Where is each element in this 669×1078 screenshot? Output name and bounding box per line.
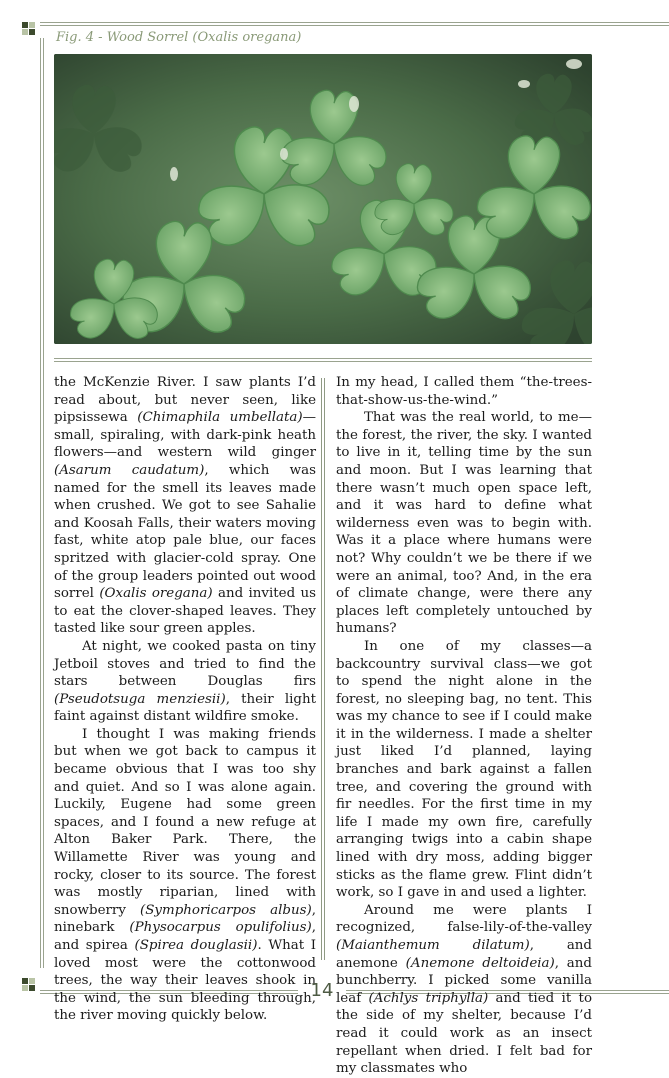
text-run: the McKenzie River. I saw plants I’d read about, but never seen, like pipsissewa [54, 375, 316, 426]
paragraph [54, 374, 316, 638]
paragraph [336, 902, 592, 1078]
text-run: , and spirea [54, 920, 316, 953]
text-run: , and bunchberry. I picked some vanilla leaf [336, 955, 592, 1006]
text-run: —small, spiraling, with dark-pink heath flowers—and western wild ginger [54, 410, 317, 461]
text-run: , their light faint against distant wildfire smoke. [54, 691, 316, 725]
frame-top-line-inner [40, 25, 669, 26]
species-name: (Maianthemum dilatum) [336, 938, 530, 953]
species-name: (Anemone deltoideia) [405, 955, 555, 971]
paragraph [336, 409, 592, 638]
species-name: (Chimaphila umbellata) [137, 410, 303, 426]
figure-caption: Fig. 4 - Wood Sorrel (Oxalis oregana) [56, 30, 302, 45]
text-run: . What I loved most were the cottonwood trees, the way their leaves shook in the wind, the sun bleeding through, the river moving quickly below. [54, 938, 316, 1024]
corner-ornament-bottom [22, 978, 36, 992]
text-run: In one of my classes—a backcountry survival class—we got to spend the night alone in the forest, no sleeping bag, no tent. This was my chance to see if I could make it in the wilderness. I made a shelter just liked I’d planned, laying branches and bark against a fallen tree, and covering the ground with fir needles. For the first time in my life I made my own fire, carefully arranging twigs into a cabin shape lined with dry moss, adding bigger sticks as the flame grew. Flint didn’t work, so I gave in and used a lighter. [336, 638, 592, 901]
species-name: (Asarum caudatum) [54, 462, 205, 478]
species-name: (Spirea douglasii) [134, 938, 258, 953]
paragraph [336, 638, 592, 902]
text-run: That was the real world, to me—the forest, the river, the sky. I wanted to live in it, telling time by the sun and moon. But I was learning that there wasn’t much open space left, and it was hard to define what wilderness even was to begin with. Was it a place where humans were not? Why couldn’t we be there if we were an animal, too? And, in the era of climate change, were there any places left completely untouched by humans? [336, 410, 592, 637]
species-name: (Achlys triphylla) [368, 990, 489, 1006]
corner-ornament-top [22, 22, 36, 36]
text-column-right [336, 374, 592, 1078]
species-name: (Physocarpus opulifolius) [129, 920, 312, 936]
photo-divider-line [54, 358, 592, 359]
wood-sorrel-photo [54, 54, 592, 344]
text-run: Around me were plants I recognized, false-lily-of-the-valley [336, 902, 592, 936]
text-run: I thought I was making friends but when we got back to campus it became obvious that I was too shy and quiet. And so I was alone again. Luckily, Eugene had some green spaces, and I found a new refuge at Alton Baker Park. There, the Willamette River was young and rocky, closer to its source. The forest was mostly riparian, lined with snowberry [54, 726, 316, 918]
text-run: , ninebark [54, 902, 316, 936]
text-run: , and anemone [336, 938, 592, 971]
text-run: and invited us to eat the clover-shaped leaves. They tasted like sour green apples. [54, 586, 317, 637]
page-number: 14 [310, 980, 334, 1001]
species-name: (Oxalis oregana) [99, 586, 213, 602]
text-run: At night, we cooked pasta on tiny Jetboil stoves and tried to find the stars between Douglas firs [54, 638, 316, 690]
text-run: In my head, I called them “the-trees-that-show-us-the-wind.” [336, 375, 592, 408]
column-divider [321, 378, 322, 960]
text-run: and tied it to the side of my shelter, because I’d read it could work as an insect repellant when dried. I felt bad for my classmates who [336, 990, 593, 1077]
text-column-left [54, 374, 316, 1025]
species-name: (Pseudotsuga menziesii) [54, 691, 226, 707]
column-divider-inner [324, 378, 325, 960]
frame-top-line [40, 22, 669, 23]
frame-left-line-inner [43, 38, 44, 968]
photo-divider-line-inner [54, 361, 592, 362]
text-run: , which was named for the smell its leaves made when crushed. We got to see Sahalie and Koosah Falls, their waters moving fast, white atop pale blue, our faces spritzed with glacier-cold spray. One of the group leaders pointed out wood sorrel [54, 462, 316, 602]
paragraph [336, 374, 592, 409]
species-name: (Symphoricarpos albus) [140, 902, 312, 918]
paragraph [54, 726, 316, 1025]
paragraph [54, 638, 316, 726]
frame-left-line [40, 38, 41, 968]
